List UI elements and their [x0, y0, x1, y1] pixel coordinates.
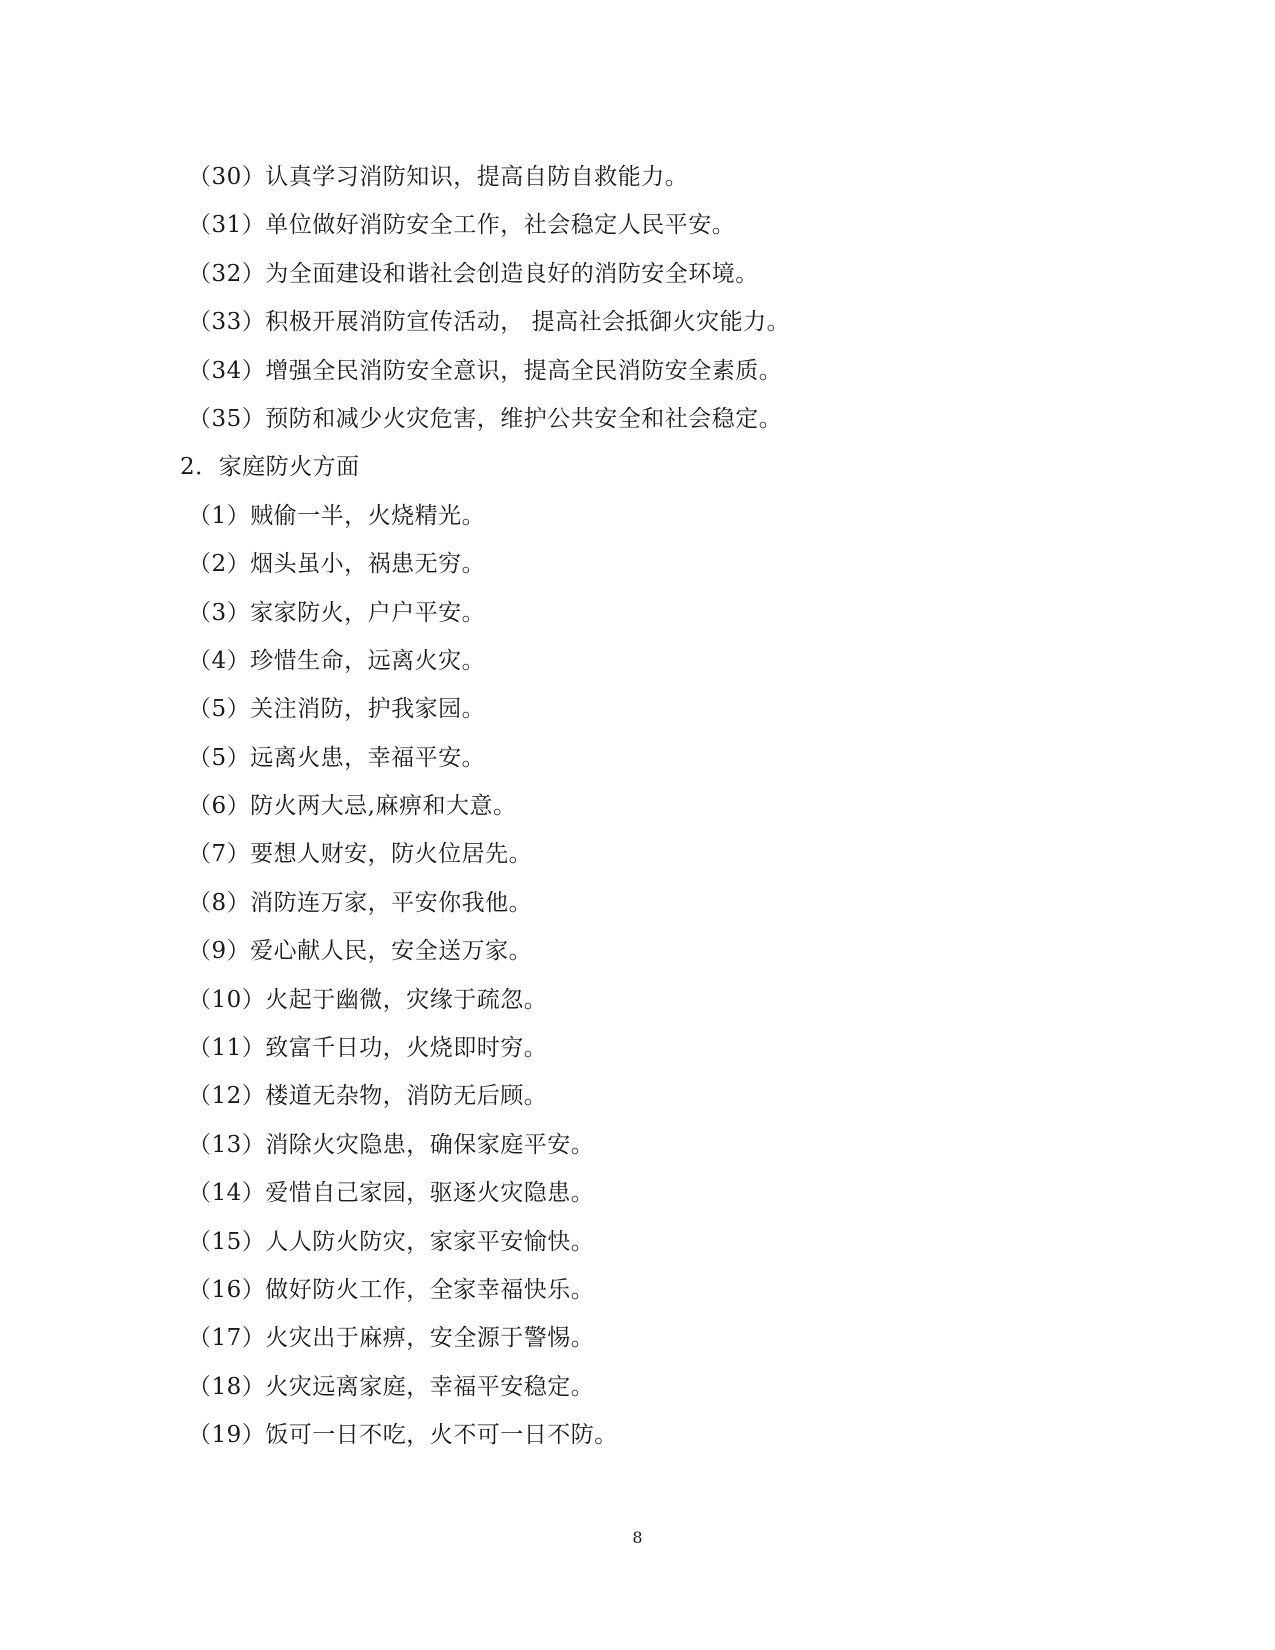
- list-item: （19）饭可一日不吃，火不可一日不防。: [188, 1422, 618, 1449]
- list-item: （34）增强全民消防安全意识，提高全民消防安全素质。: [188, 357, 783, 384]
- list-item: （12）楼道无杂物，消防无后顾。: [188, 1083, 548, 1110]
- list-item: （14）爱惜自己家园，驱逐火灾隐患。: [188, 1180, 595, 1207]
- page-number: 8: [632, 1528, 643, 1547]
- list-item: （5）关注消防，护我家园。: [188, 696, 486, 723]
- list-item: （33）积极开展消防宣传活动， 提高社会抵御火灾能力。: [188, 309, 791, 336]
- list-item: （5）远离火患，幸福平安。: [188, 744, 486, 771]
- list-item: （8）消防连万家，平安你我他。: [188, 889, 533, 916]
- list-item: （11）致富千日功，火烧即时穷。: [188, 1035, 548, 1062]
- document-body: [180, 153, 1148, 1460]
- list-item: （3）家家防火，户户平安。: [188, 599, 486, 626]
- list-item: （31）单位做好消防安全工作，社会稳定人民平安。: [188, 212, 736, 239]
- section-heading: 2．家庭防火方面: [180, 454, 360, 481]
- list-item: （2）烟头虽小，祸患无穷。: [188, 551, 486, 578]
- list-item: （35）预防和减少火灾危害，维护公共安全和社会稳定。: [188, 405, 783, 432]
- list-item: （32）为全面建设和谐社会创造良好的消防安全环境。: [188, 260, 759, 287]
- list-item: （16）做好防火工作，全家幸福快乐。: [188, 1276, 595, 1303]
- list-item: （13）消除火灾隐患，确保家庭平安。: [188, 1131, 595, 1158]
- list-item: （9）爱心献人民，安全送万家。: [188, 938, 533, 965]
- list-item: （6）防火两大忌,麻痹和大意。: [188, 793, 517, 820]
- list-item: （4）珍惜生命，远离火灾。: [188, 647, 486, 674]
- list-item: （18）火灾远离家庭，幸福平安稳定。: [188, 1373, 595, 1400]
- list-item: （7）要想人财安，防火位居先。: [188, 841, 533, 868]
- list-item: （15）人人防火防灾，家家平安愉快。: [188, 1228, 595, 1255]
- list-item: （1）贼偷一半，火烧精光。: [188, 502, 486, 529]
- list-item: （17）火灾出于麻痹，安全源于警惕。: [188, 1325, 595, 1352]
- list-item: （10）火起于幽微，灾缘于疏忽。: [188, 986, 548, 1013]
- list-item: （30）认真学习消防知识，提高自防自救能力。: [188, 164, 689, 190]
